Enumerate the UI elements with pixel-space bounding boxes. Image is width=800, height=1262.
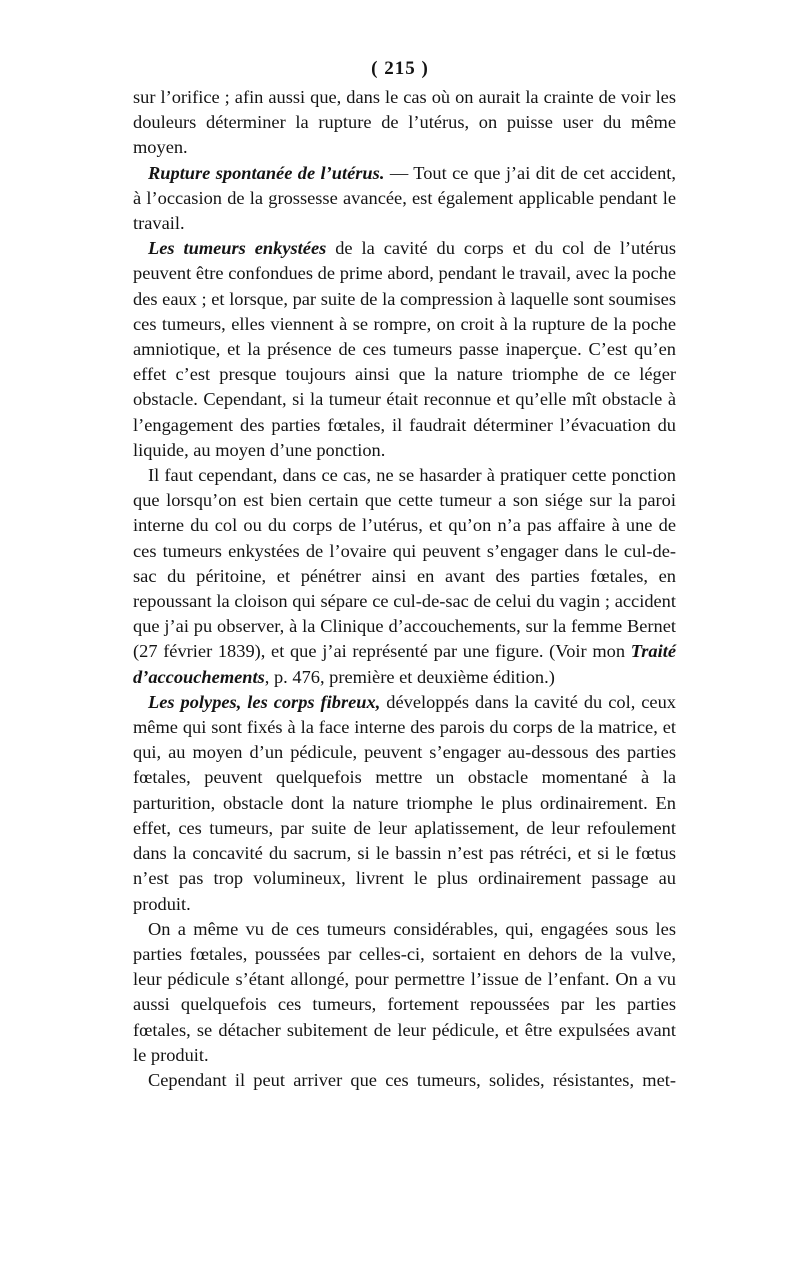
paragraph-polyps: [133, 690, 676, 917]
paragraph-text: Cependant il peut arriver que ces tumeurs, solides, résistantes, met-: [148, 1069, 676, 1090]
section-lead: Les polypes, les corps fibreux,: [148, 691, 381, 712]
paragraph-continuation: [133, 85, 676, 161]
paragraph-encysted-tumors: [133, 236, 676, 463]
paragraph-text: développés dans la cavité du col, ceux même qui sont fixés à la face interne des parois du corps de la matrice, et qui, au moyen d’un pédicule, peuvent s’engager au-dessous des parties fœtales, peuvent quelquefois mettre un obstacle momentané à la parturition, obstacle dont la nature triomphe le plus ordinairement. En effet, ces tumeurs, par suite de leur aplatissement, de leur refoulement dans la concavité du sacrum, si le bassin n’est pas rétréci, et si le fœtus n’est pas trop volumineux, livrent le plus ordinairement passage au produit.: [133, 691, 676, 914]
paragraph-text: Il faut cependant, dans ce cas, ne se hasarder à pratiquer cette ponction que lorsqu’on est bien certain que cette tumeur a son siége sur la paroi interne du col ou du corps de l’utérus, et qu’on n’a pas affaire à une de ces tumeurs enkystées de l’ovaire qui peuvent s’engager dans le cul-de-sac du péritoine, et pénétrer ainsi en avant des parties fœtales, en repoussant la cloison qui sépare ce cul-de-sac de celui du vagin ; accident que j’ai pu observer, à la Clinique d’accouchements, sur la femme Bernet (27 février 1839), et que j’ai représenté par une figure. (Voir mon: [133, 465, 676, 662]
paragraph-text: — Tout ce que j’ai dit de cet accident, à l’occasion de la grossesse avancée, est également applicable pendant le travail.: [133, 162, 676, 234]
book-title-reference: Traité d’accouchements: [133, 641, 676, 687]
paragraph-text: , p. 476, première et deuxième édition.): [264, 666, 555, 687]
paragraph-text: sur l’orifice ; afin aussi que, dans le cas où on aurait la crainte de voir les douleurs déterminer la rupture de l’utérus, on puisse user du même moyen.: [133, 87, 676, 158]
paragraph-uterine-rupture: [133, 161, 676, 237]
paragraph-text: On a même vu de ces tumeurs considérables, qui, engagées sous les parties fœtales, poussées par celles-ci, sortaient en dehors de la vulve, leur pédicule s’étant allongé, pour permettre l’issue de l’enfant. On a vu aussi quelquefois ces tumeurs, fortement repoussées par les parties fœtales, se détacher subitement de leur pédicule, et être expulsées avant le produit.: [133, 918, 676, 1065]
paragraph-text: de la cavité du corps et du col de l’utérus peuvent être confondues de prime abord, pendant le travail, avec la poche des eaux ; et lorsque, par suite de la compression à laquelle sont soumises ces tumeurs, elles viennent à se rompre, on croit à la rupture de la poche amniotique, et la présence de ces tumeurs passe inaperçue. C’est qu’en effet c’est presque toujours ainsi que la nature triomphe de ce léger obstacle. Cependant, si la tumeur était reconnue et qu’elle mît obstacle à l’engagement des parties fœtales, il faudrait déterminer l’évacuation du liquide, au moyen d’une ponction.: [133, 238, 676, 460]
paragraph-puncture-caution: [133, 463, 676, 690]
paragraph-tumors-expelled: [133, 917, 676, 1068]
paragraph-continues: [133, 1068, 676, 1093]
section-lead: Rupture spontanée de l’utérus.: [148, 162, 385, 183]
page-number: ( 215 ): [371, 58, 429, 79]
section-lead: Les tumeurs enkystées: [148, 238, 327, 259]
body-text: [133, 85, 676, 1093]
